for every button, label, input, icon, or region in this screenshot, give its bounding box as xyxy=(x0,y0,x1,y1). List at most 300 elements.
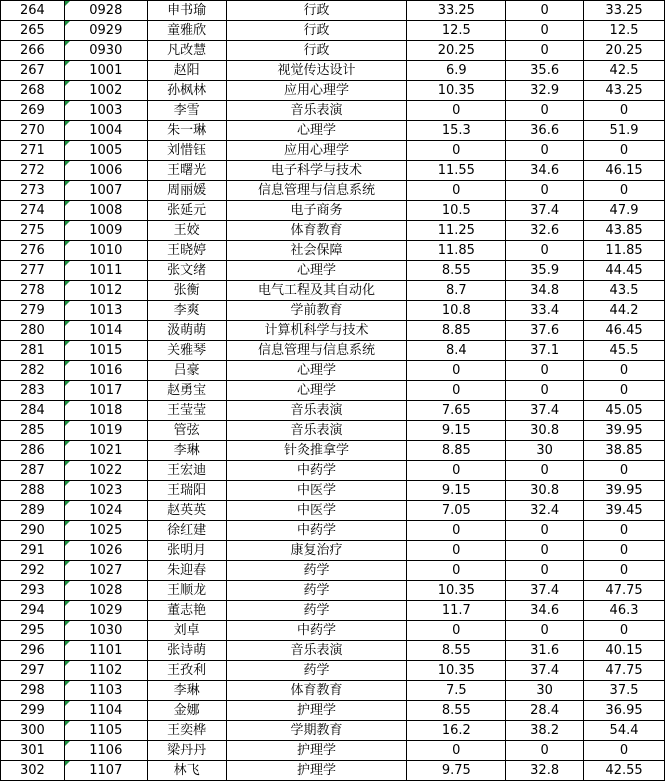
score-a-cell[interactable]: 33.25 xyxy=(407,1,506,21)
id-cell[interactable]: 1027 xyxy=(64,561,147,581)
total-cell[interactable]: 0 xyxy=(584,101,665,121)
id-cell[interactable]: 1012 xyxy=(64,281,147,301)
table-row xyxy=(1,741,665,761)
id-cell[interactable]: 1103 xyxy=(64,681,147,701)
row-number-cell[interactable]: 284 xyxy=(1,401,65,421)
major-cell[interactable]: 电气工程及其自动化 xyxy=(226,281,407,301)
row-number-cell[interactable]: 292 xyxy=(1,561,65,581)
score-b-cell[interactable]: 30 xyxy=(506,681,584,701)
name-cell[interactable]: 李爽 xyxy=(147,301,226,321)
id-cell[interactable]: 1024 xyxy=(64,501,147,521)
row-number-cell[interactable]: 275 xyxy=(1,221,65,241)
name-cell[interactable]: 张诗萌 xyxy=(147,641,226,661)
row-number-cell[interactable]: 299 xyxy=(1,701,65,721)
total-cell[interactable]: 54.4 xyxy=(584,721,665,741)
score-a-cell[interactable]: 10.5 xyxy=(407,201,506,221)
score-b-cell[interactable]: 0 xyxy=(506,361,584,381)
id-cell[interactable]: 1005 xyxy=(64,141,147,161)
id-cell[interactable]: 1004 xyxy=(64,121,147,141)
score-a-cell[interactable]: 7.5 xyxy=(407,681,506,701)
name-cell[interactable]: 朱迎春 xyxy=(147,561,226,581)
score-b-cell[interactable]: 38.2 xyxy=(506,721,584,741)
row-number-cell[interactable]: 298 xyxy=(1,681,65,701)
table-row xyxy=(1,101,665,121)
id-cell[interactable]: 1016 xyxy=(64,361,147,381)
id-cell[interactable]: 1105 xyxy=(64,721,147,741)
major-cell[interactable]: 信息管理与信息系统 xyxy=(226,181,407,201)
score-b-cell[interactable]: 32.4 xyxy=(506,501,584,521)
row-number-cell[interactable]: 290 xyxy=(1,521,65,541)
table-row xyxy=(1,381,665,401)
id-cell[interactable]: 1001 xyxy=(64,61,147,81)
table-row xyxy=(1,541,665,561)
score-b-cell[interactable]: 34.8 xyxy=(506,281,584,301)
major-cell[interactable]: 心理学 xyxy=(226,361,407,381)
id-cell[interactable]: 1003 xyxy=(64,101,147,121)
score-b-cell[interactable]: 0 xyxy=(506,21,584,41)
table-row xyxy=(1,141,665,161)
total-cell[interactable]: 46.3 xyxy=(584,601,665,621)
id-cell[interactable]: 0929 xyxy=(64,21,147,41)
row-number-cell[interactable]: 302 xyxy=(1,761,65,781)
total-cell[interactable]: 47.75 xyxy=(584,581,665,601)
score-a-cell[interactable]: 10.35 xyxy=(407,661,506,681)
major-cell[interactable]: 中医学 xyxy=(226,501,407,521)
major-cell[interactable]: 学前教育 xyxy=(226,301,407,321)
name-cell[interactable]: 吕豪 xyxy=(147,361,226,381)
score-b-cell[interactable]: 30 xyxy=(506,441,584,461)
score-b-cell[interactable]: 37.4 xyxy=(506,661,584,681)
id-cell[interactable]: 1022 xyxy=(64,461,147,481)
row-number-cell[interactable]: 283 xyxy=(1,381,65,401)
total-cell[interactable]: 0 xyxy=(584,541,665,561)
score-b-cell[interactable]: 0 xyxy=(506,181,584,201)
row-number-cell[interactable]: 279 xyxy=(1,301,65,321)
score-b-cell[interactable]: 0 xyxy=(506,41,584,61)
score-a-cell[interactable]: 0 xyxy=(407,521,506,541)
score-a-cell[interactable]: 10.35 xyxy=(407,581,506,601)
score-a-cell[interactable]: 8.55 xyxy=(407,641,506,661)
table-row xyxy=(1,521,665,541)
table-row xyxy=(1,441,665,461)
total-cell[interactable]: 47.75 xyxy=(584,661,665,681)
major-cell[interactable]: 行政 xyxy=(226,41,407,61)
name-cell[interactable]: 凡改慧 xyxy=(147,41,226,61)
major-cell[interactable]: 体育教育 xyxy=(226,221,407,241)
table-row xyxy=(1,501,665,521)
major-cell[interactable]: 计算机科学与技术 xyxy=(226,321,407,341)
id-cell[interactable]: 1107 xyxy=(64,761,147,781)
score-b-cell[interactable]: 30.8 xyxy=(506,421,584,441)
total-cell[interactable]: 0 xyxy=(584,621,665,641)
total-cell[interactable]: 42.55 xyxy=(584,761,665,781)
name-cell[interactable]: 张延元 xyxy=(147,201,226,221)
score-a-cell[interactable]: 8.85 xyxy=(407,441,506,461)
score-b-cell[interactable]: 37.4 xyxy=(506,581,584,601)
total-cell[interactable]: 51.9 xyxy=(584,121,665,141)
score-b-cell[interactable]: 0 xyxy=(506,541,584,561)
score-a-cell[interactable]: 0 xyxy=(407,101,506,121)
score-a-cell[interactable]: 0 xyxy=(407,181,506,201)
table-row xyxy=(1,661,665,681)
table-row xyxy=(1,241,665,261)
score-b-cell[interactable]: 37.4 xyxy=(506,401,584,421)
id-cell[interactable]: 1011 xyxy=(64,261,147,281)
name-cell[interactable]: 赵阳 xyxy=(147,61,226,81)
major-cell[interactable]: 针灸推拿学 xyxy=(226,441,407,461)
row-number-cell[interactable]: 266 xyxy=(1,41,65,61)
table-row xyxy=(1,21,665,41)
score-b-cell[interactable]: 0 xyxy=(506,461,584,481)
name-cell[interactable]: 王顺龙 xyxy=(147,581,226,601)
table-row xyxy=(1,201,665,221)
total-cell[interactable]: 39.95 xyxy=(584,421,665,441)
major-cell[interactable]: 药学 xyxy=(226,561,407,581)
score-a-cell[interactable]: 8.7 xyxy=(407,281,506,301)
major-cell[interactable]: 心理学 xyxy=(226,121,407,141)
name-cell[interactable]: 管弦 xyxy=(147,421,226,441)
row-number-cell[interactable]: 286 xyxy=(1,441,65,461)
row-number-cell[interactable]: 289 xyxy=(1,501,65,521)
table-row xyxy=(1,461,665,481)
id-cell[interactable]: 1102 xyxy=(64,661,147,681)
score-a-cell[interactable]: 0 xyxy=(407,621,506,641)
name-cell[interactable]: 王瑞阳 xyxy=(147,481,226,501)
row-number-cell[interactable]: 296 xyxy=(1,641,65,661)
score-b-cell[interactable]: 35.6 xyxy=(506,61,584,81)
row-number-cell[interactable]: 285 xyxy=(1,421,65,441)
row-number-cell[interactable]: 281 xyxy=(1,341,65,361)
id-cell[interactable]: 0928 xyxy=(64,1,147,21)
total-cell[interactable]: 45.05 xyxy=(584,401,665,421)
score-a-cell[interactable]: 0 xyxy=(407,541,506,561)
major-cell[interactable]: 行政 xyxy=(226,1,407,21)
major-cell[interactable]: 药学 xyxy=(226,661,407,681)
total-cell[interactable]: 39.95 xyxy=(584,481,665,501)
name-cell[interactable]: 董志艳 xyxy=(147,601,226,621)
id-cell[interactable]: 1019 xyxy=(64,421,147,441)
id-cell[interactable]: 1017 xyxy=(64,381,147,401)
id-cell[interactable]: 1021 xyxy=(64,441,147,461)
major-cell[interactable]: 心理学 xyxy=(226,261,407,281)
score-b-cell[interactable]: 31.6 xyxy=(506,641,584,661)
total-cell[interactable]: 44.2 xyxy=(584,301,665,321)
name-cell[interactable]: 申书瑜 xyxy=(147,1,226,21)
total-cell[interactable]: 46.45 xyxy=(584,321,665,341)
score-b-cell[interactable]: 30.8 xyxy=(506,481,584,501)
row-number-cell[interactable]: 300 xyxy=(1,721,65,741)
name-cell[interactable]: 王宏迪 xyxy=(147,461,226,481)
row-number-cell[interactable]: 272 xyxy=(1,161,65,181)
score-a-cell[interactable]: 16.2 xyxy=(407,721,506,741)
major-cell[interactable]: 电子科学与技术 xyxy=(226,161,407,181)
id-cell[interactable]: 1018 xyxy=(64,401,147,421)
row-number-cell[interactable]: 301 xyxy=(1,741,65,761)
major-cell[interactable]: 中药学 xyxy=(226,621,407,641)
score-b-cell[interactable]: 32.9 xyxy=(506,81,584,101)
score-a-cell[interactable]: 11.85 xyxy=(407,241,506,261)
name-cell[interactable]: 王奕桦 xyxy=(147,721,226,741)
score-b-cell[interactable]: 32.8 xyxy=(506,761,584,781)
major-cell[interactable]: 行政 xyxy=(226,21,407,41)
score-a-cell[interactable]: 9.15 xyxy=(407,481,506,501)
score-a-cell[interactable]: 0 xyxy=(407,461,506,481)
name-cell[interactable]: 王晓婷 xyxy=(147,241,226,261)
row-number-cell[interactable]: 295 xyxy=(1,621,65,641)
name-cell[interactable]: 童雅欣 xyxy=(147,21,226,41)
score-a-cell[interactable]: 11.7 xyxy=(407,601,506,621)
id-cell[interactable]: 1028 xyxy=(64,581,147,601)
major-cell[interactable]: 音乐表演 xyxy=(226,101,407,121)
major-cell[interactable]: 信息管理与信息系统 xyxy=(226,341,407,361)
major-cell[interactable]: 心理学 xyxy=(226,381,407,401)
total-cell[interactable]: 44.45 xyxy=(584,261,665,281)
name-cell[interactable]: 赵英英 xyxy=(147,501,226,521)
major-cell[interactable]: 电子商务 xyxy=(226,201,407,221)
score-b-cell[interactable]: 34.6 xyxy=(506,161,584,181)
score-b-cell[interactable]: 0 xyxy=(506,381,584,401)
name-cell[interactable]: 张明月 xyxy=(147,541,226,561)
score-b-cell[interactable]: 35.9 xyxy=(506,261,584,281)
table-row xyxy=(1,701,665,721)
total-cell[interactable]: 37.5 xyxy=(584,681,665,701)
table-row xyxy=(1,261,665,281)
row-number-cell[interactable]: 270 xyxy=(1,121,65,141)
row-number-cell[interactable]: 282 xyxy=(1,361,65,381)
major-cell[interactable]: 体育教育 xyxy=(226,681,407,701)
row-number-cell[interactable]: 288 xyxy=(1,481,65,501)
name-cell[interactable]: 王孜利 xyxy=(147,661,226,681)
score-a-cell[interactable]: 11.55 xyxy=(407,161,506,181)
score-b-cell[interactable]: 33.4 xyxy=(506,301,584,321)
id-cell[interactable]: 1009 xyxy=(64,221,147,241)
score-b-cell[interactable]: 0 xyxy=(506,521,584,541)
total-cell[interactable]: 42.5 xyxy=(584,61,665,81)
major-cell[interactable]: 中药学 xyxy=(226,521,407,541)
score-a-cell[interactable]: 9.75 xyxy=(407,761,506,781)
table-row xyxy=(1,81,665,101)
id-cell[interactable]: 1013 xyxy=(64,301,147,321)
score-b-cell[interactable]: 0 xyxy=(506,101,584,121)
total-cell[interactable]: 43.25 xyxy=(584,81,665,101)
table-row xyxy=(1,401,665,421)
total-cell[interactable]: 43.5 xyxy=(584,281,665,301)
row-number-cell[interactable]: 273 xyxy=(1,181,65,201)
major-cell[interactable]: 应用心理学 xyxy=(226,81,407,101)
major-cell[interactable]: 护理学 xyxy=(226,701,407,721)
major-cell[interactable]: 学期教育 xyxy=(226,721,407,741)
name-cell[interactable]: 金娜 xyxy=(147,701,226,721)
table-row xyxy=(1,361,665,381)
major-cell[interactable]: 康复治疗 xyxy=(226,541,407,561)
table-row xyxy=(1,1,665,21)
score-a-cell[interactable]: 10.8 xyxy=(407,301,506,321)
name-cell[interactable]: 徐红建 xyxy=(147,521,226,541)
total-cell[interactable]: 43.85 xyxy=(584,221,665,241)
score-b-cell[interactable]: 28.4 xyxy=(506,701,584,721)
table-row xyxy=(1,41,665,61)
total-cell[interactable]: 0 xyxy=(584,361,665,381)
score-a-cell[interactable]: 10.35 xyxy=(407,81,506,101)
total-cell[interactable]: 36.95 xyxy=(584,701,665,721)
major-cell[interactable]: 药学 xyxy=(226,581,407,601)
name-cell[interactable]: 林飞 xyxy=(147,761,226,781)
row-number-cell[interactable]: 268 xyxy=(1,81,65,101)
total-cell[interactable]: 0 xyxy=(584,181,665,201)
major-cell[interactable]: 护理学 xyxy=(226,741,407,761)
score-b-cell[interactable]: 0 xyxy=(506,1,584,21)
score-a-cell[interactable]: 12.5 xyxy=(407,21,506,41)
score-a-cell[interactable]: 0 xyxy=(407,561,506,581)
major-cell[interactable]: 中医学 xyxy=(226,481,407,501)
major-cell[interactable]: 社会保障 xyxy=(226,241,407,261)
score-a-cell[interactable]: 7.05 xyxy=(407,501,506,521)
score-a-cell[interactable]: 6.9 xyxy=(407,61,506,81)
name-cell[interactable]: 赵勇宝 xyxy=(147,381,226,401)
total-cell[interactable]: 45.5 xyxy=(584,341,665,361)
total-cell[interactable]: 0 xyxy=(584,141,665,161)
row-number-cell[interactable]: 277 xyxy=(1,261,65,281)
score-a-cell[interactable]: 8.85 xyxy=(407,321,506,341)
score-b-cell[interactable]: 37.4 xyxy=(506,201,584,221)
score-b-cell[interactable]: 37.6 xyxy=(506,321,584,341)
name-cell[interactable]: 朱一琳 xyxy=(147,121,226,141)
name-cell[interactable]: 王莹莹 xyxy=(147,401,226,421)
table-row xyxy=(1,281,665,301)
score-a-cell[interactable]: 9.15 xyxy=(407,421,506,441)
score-b-cell[interactable]: 0 xyxy=(506,241,584,261)
score-a-cell[interactable]: 15.3 xyxy=(407,121,506,141)
row-number-cell[interactable]: 287 xyxy=(1,461,65,481)
row-number-cell[interactable]: 267 xyxy=(1,61,65,81)
major-cell[interactable]: 视觉传达设计 xyxy=(226,61,407,81)
total-cell[interactable]: 46.15 xyxy=(584,161,665,181)
score-b-cell[interactable]: 37.1 xyxy=(506,341,584,361)
id-cell[interactable]: 1101 xyxy=(64,641,147,661)
row-number-cell[interactable]: 280 xyxy=(1,321,65,341)
total-cell[interactable]: 12.5 xyxy=(584,21,665,41)
total-cell[interactable]: 40.15 xyxy=(584,641,665,661)
name-cell[interactable]: 张文绪 xyxy=(147,261,226,281)
score-b-cell[interactable]: 34.6 xyxy=(506,601,584,621)
total-cell[interactable]: 39.45 xyxy=(584,501,665,521)
name-cell[interactable]: 李琳 xyxy=(147,441,226,461)
row-number-cell[interactable]: 264 xyxy=(1,1,65,21)
score-b-cell[interactable]: 0 xyxy=(506,741,584,761)
id-cell[interactable]: 1002 xyxy=(64,81,147,101)
row-number-cell[interactable]: 297 xyxy=(1,661,65,681)
name-cell[interactable]: 关雅琴 xyxy=(147,341,226,361)
total-cell[interactable]: 47.9 xyxy=(584,201,665,221)
score-b-cell[interactable]: 36.6 xyxy=(506,121,584,141)
row-number-cell[interactable]: 265 xyxy=(1,21,65,41)
row-number-cell[interactable]: 278 xyxy=(1,281,65,301)
score-a-cell[interactable]: 7.65 xyxy=(407,401,506,421)
major-cell[interactable]: 音乐表演 xyxy=(226,401,407,421)
total-cell[interactable]: 0 xyxy=(584,461,665,481)
id-cell[interactable]: 1026 xyxy=(64,541,147,561)
id-cell[interactable]: 1025 xyxy=(64,521,147,541)
total-cell[interactable]: 20.25 xyxy=(584,41,665,61)
total-cell[interactable]: 11.85 xyxy=(584,241,665,261)
id-cell[interactable]: 1007 xyxy=(64,181,147,201)
row-number-cell[interactable]: 276 xyxy=(1,241,65,261)
id-cell[interactable]: 1008 xyxy=(64,201,147,221)
name-cell[interactable]: 李雪 xyxy=(147,101,226,121)
id-cell[interactable]: 1015 xyxy=(64,341,147,361)
score-a-cell[interactable]: 0 xyxy=(407,361,506,381)
row-number-cell[interactable]: 271 xyxy=(1,141,65,161)
table-row xyxy=(1,321,665,341)
id-cell[interactable]: 1106 xyxy=(64,741,147,761)
major-cell[interactable]: 音乐表演 xyxy=(226,421,407,441)
total-cell[interactable]: 0 xyxy=(584,381,665,401)
id-cell[interactable]: 1010 xyxy=(64,241,147,261)
major-cell[interactable]: 护理学 xyxy=(226,761,407,781)
id-cell[interactable]: 1023 xyxy=(64,481,147,501)
row-number-cell[interactable]: 293 xyxy=(1,581,65,601)
name-cell[interactable]: 孙枫林 xyxy=(147,81,226,101)
id-cell[interactable]: 1104 xyxy=(64,701,147,721)
total-cell[interactable]: 33.25 xyxy=(584,1,665,21)
name-cell[interactable]: 梁丹丹 xyxy=(147,741,226,761)
row-number-cell[interactable]: 291 xyxy=(1,541,65,561)
score-a-cell[interactable]: 0 xyxy=(407,141,506,161)
name-cell[interactable]: 刘惜钰 xyxy=(147,141,226,161)
table-row xyxy=(1,421,665,441)
table-row xyxy=(1,721,665,741)
id-cell[interactable]: 1030 xyxy=(64,621,147,641)
id-cell[interactable]: 1029 xyxy=(64,601,147,621)
score-a-cell[interactable]: 8.55 xyxy=(407,701,506,721)
score-a-cell[interactable]: 8.4 xyxy=(407,341,506,361)
score-a-cell[interactable]: 20.25 xyxy=(407,41,506,61)
score-b-cell[interactable]: 0 xyxy=(506,561,584,581)
score-a-cell[interactable]: 0 xyxy=(407,381,506,401)
name-cell[interactable]: 汲萌萌 xyxy=(147,321,226,341)
score-a-cell[interactable]: 11.25 xyxy=(407,221,506,241)
score-table-body xyxy=(1,1,665,781)
major-cell[interactable]: 药学 xyxy=(226,601,407,621)
id-cell[interactable]: 0930 xyxy=(64,41,147,61)
name-cell[interactable]: 李琳 xyxy=(147,681,226,701)
name-cell[interactable]: 王曙光 xyxy=(147,161,226,181)
major-cell[interactable]: 应用心理学 xyxy=(226,141,407,161)
score-a-cell[interactable]: 0 xyxy=(407,741,506,761)
row-number-cell[interactable]: 274 xyxy=(1,201,65,221)
name-cell[interactable]: 张衡 xyxy=(147,281,226,301)
major-cell[interactable]: 音乐表演 xyxy=(226,641,407,661)
table-row xyxy=(1,481,665,501)
major-cell[interactable]: 中药学 xyxy=(226,461,407,481)
score-a-cell[interactable]: 8.55 xyxy=(407,261,506,281)
name-cell[interactable]: 王姣 xyxy=(147,221,226,241)
total-cell[interactable]: 38.85 xyxy=(584,441,665,461)
row-number-cell[interactable]: 269 xyxy=(1,101,65,121)
total-cell[interactable]: 0 xyxy=(584,521,665,541)
name-cell[interactable]: 刘卓 xyxy=(147,621,226,641)
id-cell[interactable]: 1006 xyxy=(64,161,147,181)
table-row xyxy=(1,581,665,601)
total-cell[interactable]: 0 xyxy=(584,741,665,761)
score-b-cell[interactable]: 0 xyxy=(506,621,584,641)
score-b-cell[interactable]: 32.6 xyxy=(506,221,584,241)
name-cell[interactable]: 周丽媛 xyxy=(147,181,226,201)
score-b-cell[interactable]: 0 xyxy=(506,141,584,161)
row-number-cell[interactable]: 294 xyxy=(1,601,65,621)
id-cell[interactable]: 1014 xyxy=(64,321,147,341)
total-cell[interactable]: 0 xyxy=(584,561,665,581)
